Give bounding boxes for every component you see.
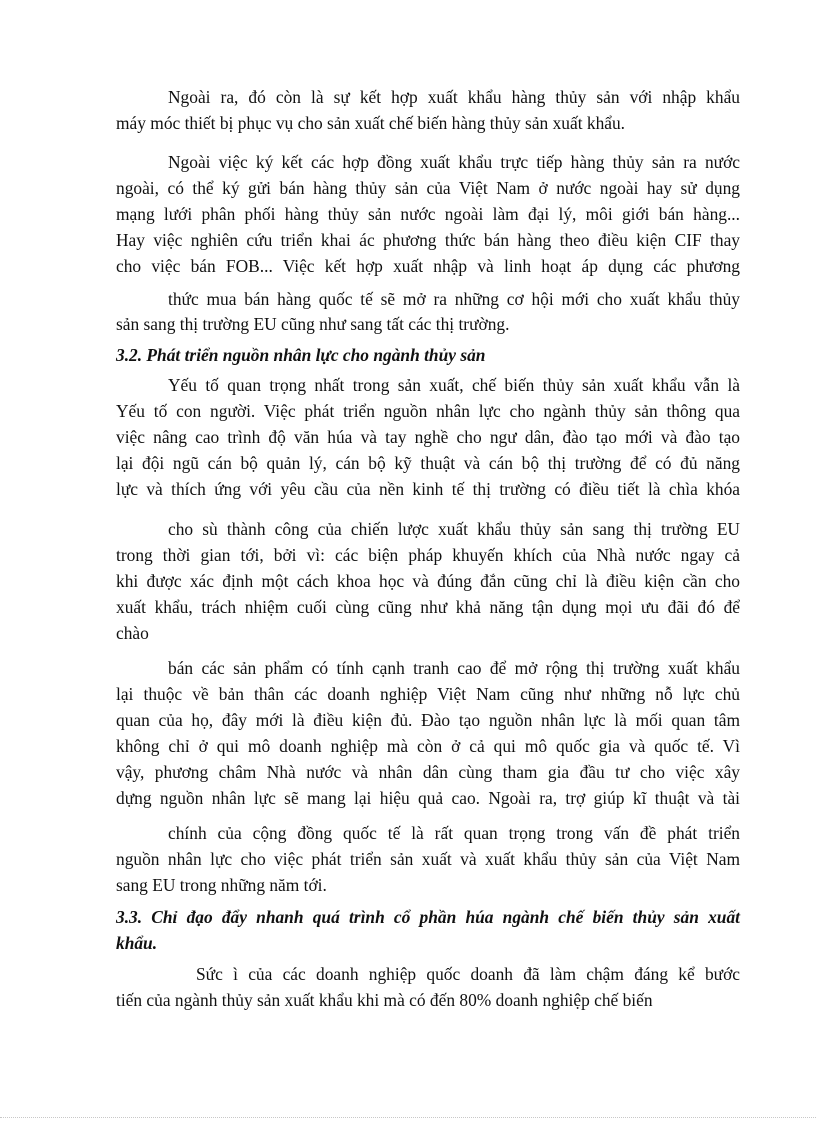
- paragraph-8-line-2: tiến của ngành thủy sản xuất khẩu khi mà có đến 80% doanh nghiệp chế biến: [116, 990, 653, 1010]
- paragraph-2-line-3: mạng lưới phân phối hàng thủy sản nước ngoài làm đại lý, môi giới bán hàng...: [116, 204, 740, 224]
- paragraph-5-line-3: khi được xác định một cách khoa học và đúng đắn cũng chỉ là điều kiện cần cho: [116, 571, 740, 591]
- paragraph-1-line-2: máy móc thiết bị phục vụ cho sản xuất chế biến hàng thủy sản xuất khẩu.: [116, 113, 626, 133]
- paragraph-8-line-1: Sức ì của các doanh nghiệp quốc doanh đã làm chậm đáng kể bước: [196, 964, 740, 984]
- paragraph-7-line-2: nguồn nhân lực cho việc phát triển sản xuất và xuất khẩu thủy sản của Việt Nam: [116, 849, 740, 869]
- paragraph-3-line-2: sản sang thị trường EU cũng như sang tất các thị trường.: [116, 314, 510, 334]
- section-heading-3-3-line-2: khẩu.: [116, 933, 158, 953]
- paragraph-2-line-4: Hay việc nghiên cứu triển khai ác phương thức bán hàng theo điều kiện CIF thay: [116, 230, 740, 250]
- paragraph-4-line-2: Yếu tố con người. Việc phát triển nguồn nhân lực cho ngành thủy sản thông qua: [116, 401, 740, 421]
- section-heading-3-3-line-1: 3.3. Chỉ đạo đẩy nhanh quá trình cổ phần húa ngành chế biến thủy sản xuất: [116, 907, 740, 927]
- paragraph-6-line-6: dựng nguồn nhân lực sẽ mang lại hiệu quả cao. Ngoài ra, trợ giúp kĩ thuật và tài: [116, 788, 740, 808]
- paragraph-6-line-2: lại thuộc về bản thân các doanh nghiệp Việt Nam cũng như những nỗ lực chủ: [116, 684, 740, 704]
- paragraph-2-line-1: Ngoài việc ký kết các hợp đồng xuất khẩu trực tiếp hàng thủy sản ra nước: [168, 152, 740, 172]
- paragraph-5-line-1: cho sù thành công của chiến lược xuất khẩu thủy sản sang thị trường EU: [168, 519, 740, 539]
- paragraph-5-line-2: trong thời gian tới, bởi vì: các biện pháp khuyến khích của Nhà nước ngay cả: [116, 545, 740, 565]
- paragraph-7-line-3: sang EU trong những năm tới.: [116, 875, 327, 895]
- paragraph-2-line-2: ngoài, có thể ký gửi bán hàng thủy sản của Việt Nam ở nước ngoài hay sử dụng: [116, 178, 740, 198]
- paragraph-3-line-1: thức mua bán hàng quốc tế sẽ mở ra những cơ hội mới cho xuất khẩu thủy: [168, 289, 740, 309]
- paragraph-2-line-5: cho việc bán FOB... Việc kết hợp xuất nhập và linh hoạt áp dụng các phương: [116, 256, 740, 276]
- paragraph-4-line-3: việc nâng cao trình độ văn húa và tay nghề cho ngư dân, đào tạo mới và đào tạo: [116, 427, 740, 447]
- paragraph-7-line-1: chính của cộng đồng quốc tế là rất quan trọng trong vấn đề phát triển: [168, 823, 740, 843]
- paragraph-4-line-4: lại đội ngũ cán bộ quản lý, cán bộ kỹ thuật và cán bộ thị trường để có đủ năng: [116, 453, 740, 473]
- paragraph-5-line-5: chào: [116, 623, 149, 643]
- paragraph-6-line-1: bán các sản phẩm có tính cạnh tranh cao để mở rộng thị trường xuất khẩu: [168, 658, 740, 678]
- paragraph-4-line-5: lực và thích ứng với yêu cầu của nền kinh tế thị trường có điều tiết là chìa khóa: [116, 479, 740, 499]
- section-heading-3-2: 3.2. Phát triển nguồn nhân lực cho ngành thủy sản: [116, 345, 486, 365]
- paragraph-1-line-1: Ngoài ra, đó còn là sự kết hợp xuất khẩu hàng thủy sản với nhập khẩu: [168, 87, 740, 107]
- page-bottom-divider: [0, 1117, 816, 1118]
- paragraph-6-line-4: không chỉ ở qui mô doanh nghiệp mà còn ở cả qui mô quốc gia và quốc tế. Vì: [116, 736, 740, 756]
- paragraph-4-line-1: Yếu tố quan trọng nhất trong sản xuất, chế biến thủy sản xuất khẩu vẫn là: [168, 375, 740, 395]
- paragraph-5-line-4: xuất khẩu, trách nhiệm cuối cùng cũng như khả năng tận dụng mọi ưu đãi đó để: [116, 597, 740, 617]
- paragraph-6-line-5: vậy, phương châm Nhà nước và nhân dân cùng tham gia đầu tư cho việc xây: [116, 762, 740, 782]
- paragraph-6-line-3: quan của họ, đây mới là điều kiện đủ. Đào tạo nguồn nhân lực là mối quan tâm: [116, 710, 740, 730]
